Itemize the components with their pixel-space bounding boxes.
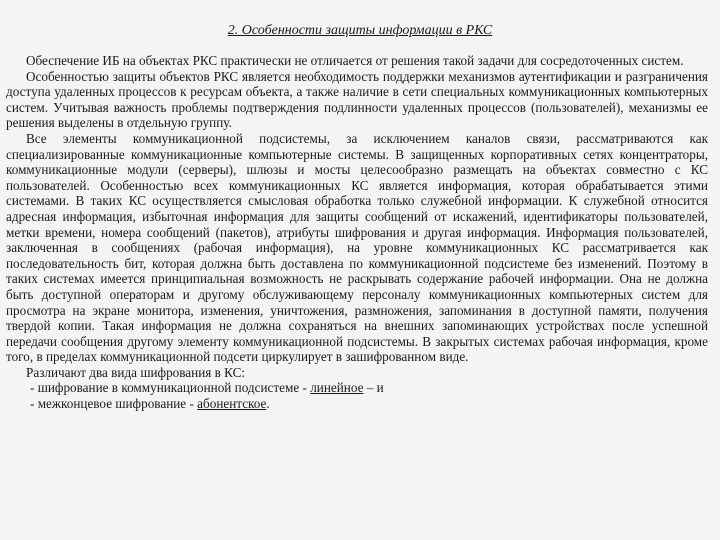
- list-item-term: абонентское: [197, 396, 267, 412]
- list-item-term: линейное: [310, 380, 364, 396]
- paragraph: Обеспечение ИБ на объектах РКС практически не отличается от решения такой задачи для сосредоточенных систем.: [26, 53, 684, 68]
- list-item: [6, 396, 708, 412]
- list-item-suffix: – и: [363, 380, 384, 396]
- body-text: [6, 53, 708, 412]
- list-item-suffix: .: [266, 396, 270, 412]
- paragraph: Различают два вида шифрования в КС:: [26, 364, 246, 380]
- paragraph: Особенностью защиты объектов РКС является необходимость поддержки механизмов аутентификации и разграничения доступа удаленных процессов к ресурсам объекта, а также наличие в сети специальных коммуникационных компьютерных систем. Учитывая важность проблемы подтверждения подлинности удаленных процессов (пользователей), механизмы ее решения выделены в отдельную группу.: [6, 68, 708, 131]
- paragraph: Все элементы коммуникационной подсистемы, за исключением каналов связи, рассматриваются как специализированные коммуникационные компьютерные системы. В защищенных корпоративных сетях концентраторы, коммуникационные модули (серверы), шлюзы и мосты целесообразно размещать на объектах совместно с КС пользователей. Особенностью всех коммуникационных КС является информация, которая обрабатывается этими системами. В таких КС осуществляется смысловая обработка только служебной информации. К служебной относится адресная информация, избыточная информация для защиты сообщений от искажений, идентификаторы пользователей, метки времени, номера сообщений (пакетов), атрибуты шифрования и другая информация. Информация пользователей, заключенная в сообщениях (рабочая информация), на уровне коммуникационных КС рассматривается как последовательность бит, которая должна быть доставлена по коммуникационной подсистеме без изменений. Поэтому в таких системах имеется принципиальная возможность не раскрывать содержание рабочей информации. Она не должна быть доступной операторам и другому обслуживающему персоналу коммуникационных компьютерных систем для просмотра на экране монитора, изменения, уничтожения, размножения, запоминания в доступной памяти, получения твердой копии. Такая информация не должна сохраняться на внешних запоминающих устройствах после успешной передачи сообщения другому элементу коммуникационной подсистемы. В закрытых системах рабочая информация, кроме того, в пределах коммуникационной подсети циркулирует в зашифрованном виде.: [6, 130, 708, 365]
- page-title: 2. Особенности защиты информации в РКС: [227, 23, 493, 38]
- list-item: [6, 380, 708, 396]
- list-item-prefix: - шифрование в коммуникационной подсистеме -: [30, 380, 311, 396]
- list-item-prefix: - межконцевое шифрование -: [30, 396, 198, 412]
